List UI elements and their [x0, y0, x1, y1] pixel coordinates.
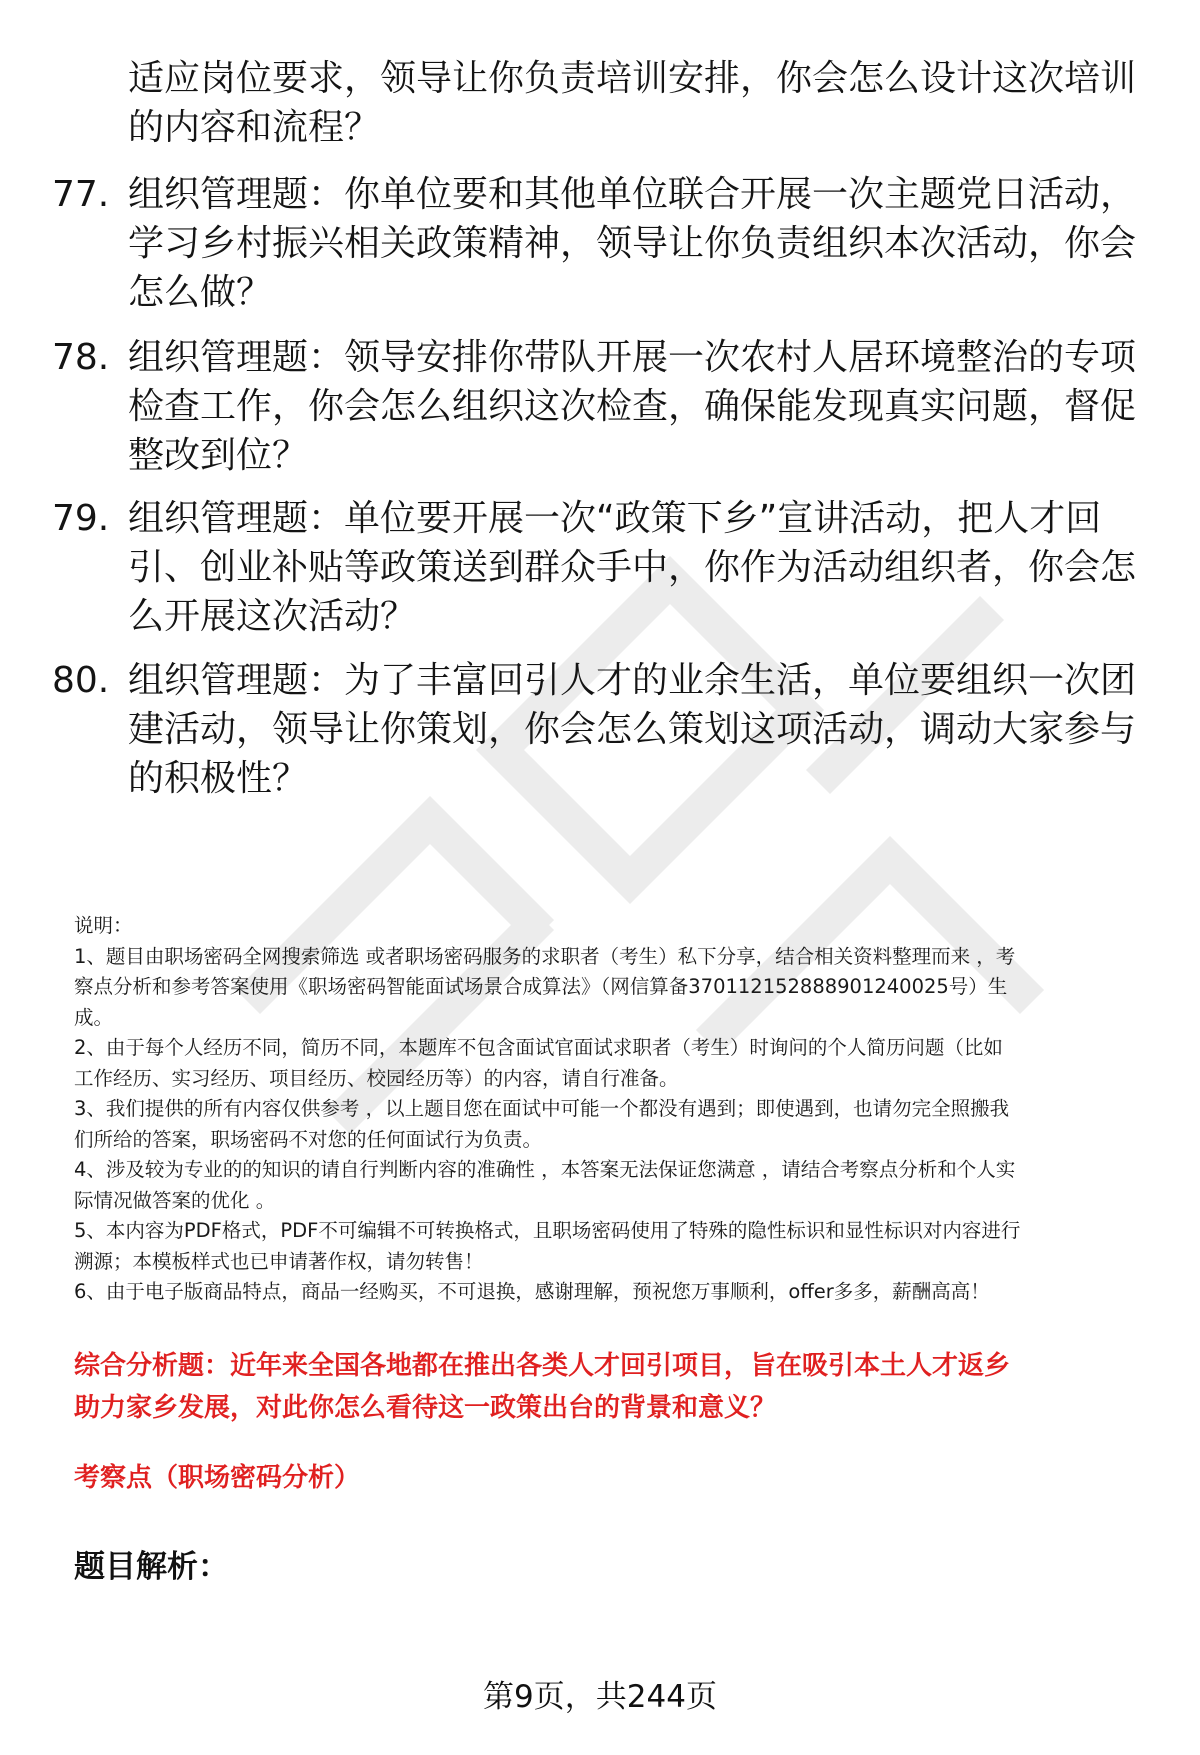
question-line: 的内容和流程？ [128, 107, 381, 148]
question-number: 78. [52, 337, 110, 378]
question-text [128, 494, 1188, 641]
question-line: 建活动，领导让你策划，你会怎么策划这项活动，调动大家参与 [128, 709, 1137, 750]
notes-line: 5、本内容为PDF格式，PDF不可编辑不可转换格式，且职场密码使用了特殊的隐性标识和显性标识对内容进行 [74, 1219, 1021, 1242]
notes-title: 说明： [74, 914, 133, 937]
question-line: 整改到位？ [128, 435, 309, 476]
notes-line: 4、涉及较为专业的的知识的请自行判断内容的准确性 ，本答案无法保证您满意 ，请结合考察点分析和个人实 [74, 1158, 1016, 1181]
notes-line: 1、题目由职场密码全网搜索筛选 或者职场密码服务的求职者（考生）私下分享，结合相关资料整理而来 ，考 [74, 944, 1016, 968]
disclaimer-notes [74, 911, 1154, 1308]
question-number: 80. [52, 660, 110, 701]
question-line: 的积极性？ [128, 758, 309, 799]
notes-line: 2、由于每个人经历不同，简历不同，本题库不包含面试官面试求职者（考生）时询问的个人简历问题（比如 [74, 1036, 1003, 1059]
notes-line: 溯源；本模板样式也已申请著作权，请勿转售！ [74, 1249, 484, 1273]
notes-line: 3、我们提供的所有内容仅供参考 ，以上题目您在面试中可能一个都没有遇到；即使遇到，也请勿完全照搬我 [74, 1097, 1010, 1120]
question-line: 检查工作，你会怎么组织这次检查，确保能发现真实问题，督促 [128, 386, 1137, 427]
featured-question-line: 助力家乡发展，对此你怎么看待这一政策出台的背景和意义？ [74, 1393, 777, 1423]
notes-line: 6、由于电子版商品特点，商品一经购买，不可退换，感谢理解，预祝您万事顺利，offer多多，薪酬高高！ [74, 1280, 990, 1303]
question-text [128, 333, 1188, 480]
question-line: 适应岗位要求，领导让你负责培训安排，你会怎么设计这次培训 [128, 58, 1137, 99]
question-line: 组织管理题：你单位要和其他单位联合开展一次主题党日活动， [128, 174, 1137, 215]
question-text [128, 54, 1188, 152]
featured-question [74, 1345, 1154, 1429]
question-line: 学习乡村振兴相关政策精神，领导让你负责组织本次活动，你会 [128, 223, 1137, 264]
question-line: 组织管理题：领导安排你带队开展一次农村人居环境整治的专项 [128, 337, 1137, 378]
question-line: 组织管理题：单位要开展一次“政策下乡”宣讲活动，把人才回 [128, 498, 1102, 539]
notes-line: 们所给的答案，职场密码不对您的任何面试行为负责。 [74, 1127, 543, 1151]
notes-line: 工作经历、实习经历、项目经历、校园经历等）的内容，请自行准备。 [74, 1066, 679, 1090]
notes-line: 成。 [74, 1005, 114, 1029]
notes-line: 际情况做答案的优化 。 [74, 1188, 276, 1212]
question-text [128, 656, 1188, 803]
notes-line: 察点分析和参考答案使用《职场密码智能面试场景合成算法》（网信算备370112152888901240025号）生 [74, 975, 1008, 998]
question-number: 79. [52, 498, 110, 539]
featured-question-line: 综合分析题：近年来全国各地都在推出各类人才回引项目，旨在吸引本土人才返乡 [74, 1351, 1011, 1381]
question-line: 怎么做？ [128, 272, 273, 313]
question-text [128, 170, 1188, 317]
analysis-heading: 题目解析： [74, 1549, 229, 1585]
question-line: 么开展这次活动？ [128, 596, 417, 637]
question-line: 组织管理题：为了丰富回引人才的业余生活，单位要组织一次团 [128, 660, 1137, 701]
exam-point-heading: 考察点（职场密码分析） [74, 1463, 361, 1493]
page-footer: 第9页，共244页 [483, 1679, 717, 1715]
question-line: 引、创业补贴等政策送到群众手中，你作为活动组织者，你会怎 [128, 547, 1137, 588]
question-number: 77. [52, 174, 110, 215]
